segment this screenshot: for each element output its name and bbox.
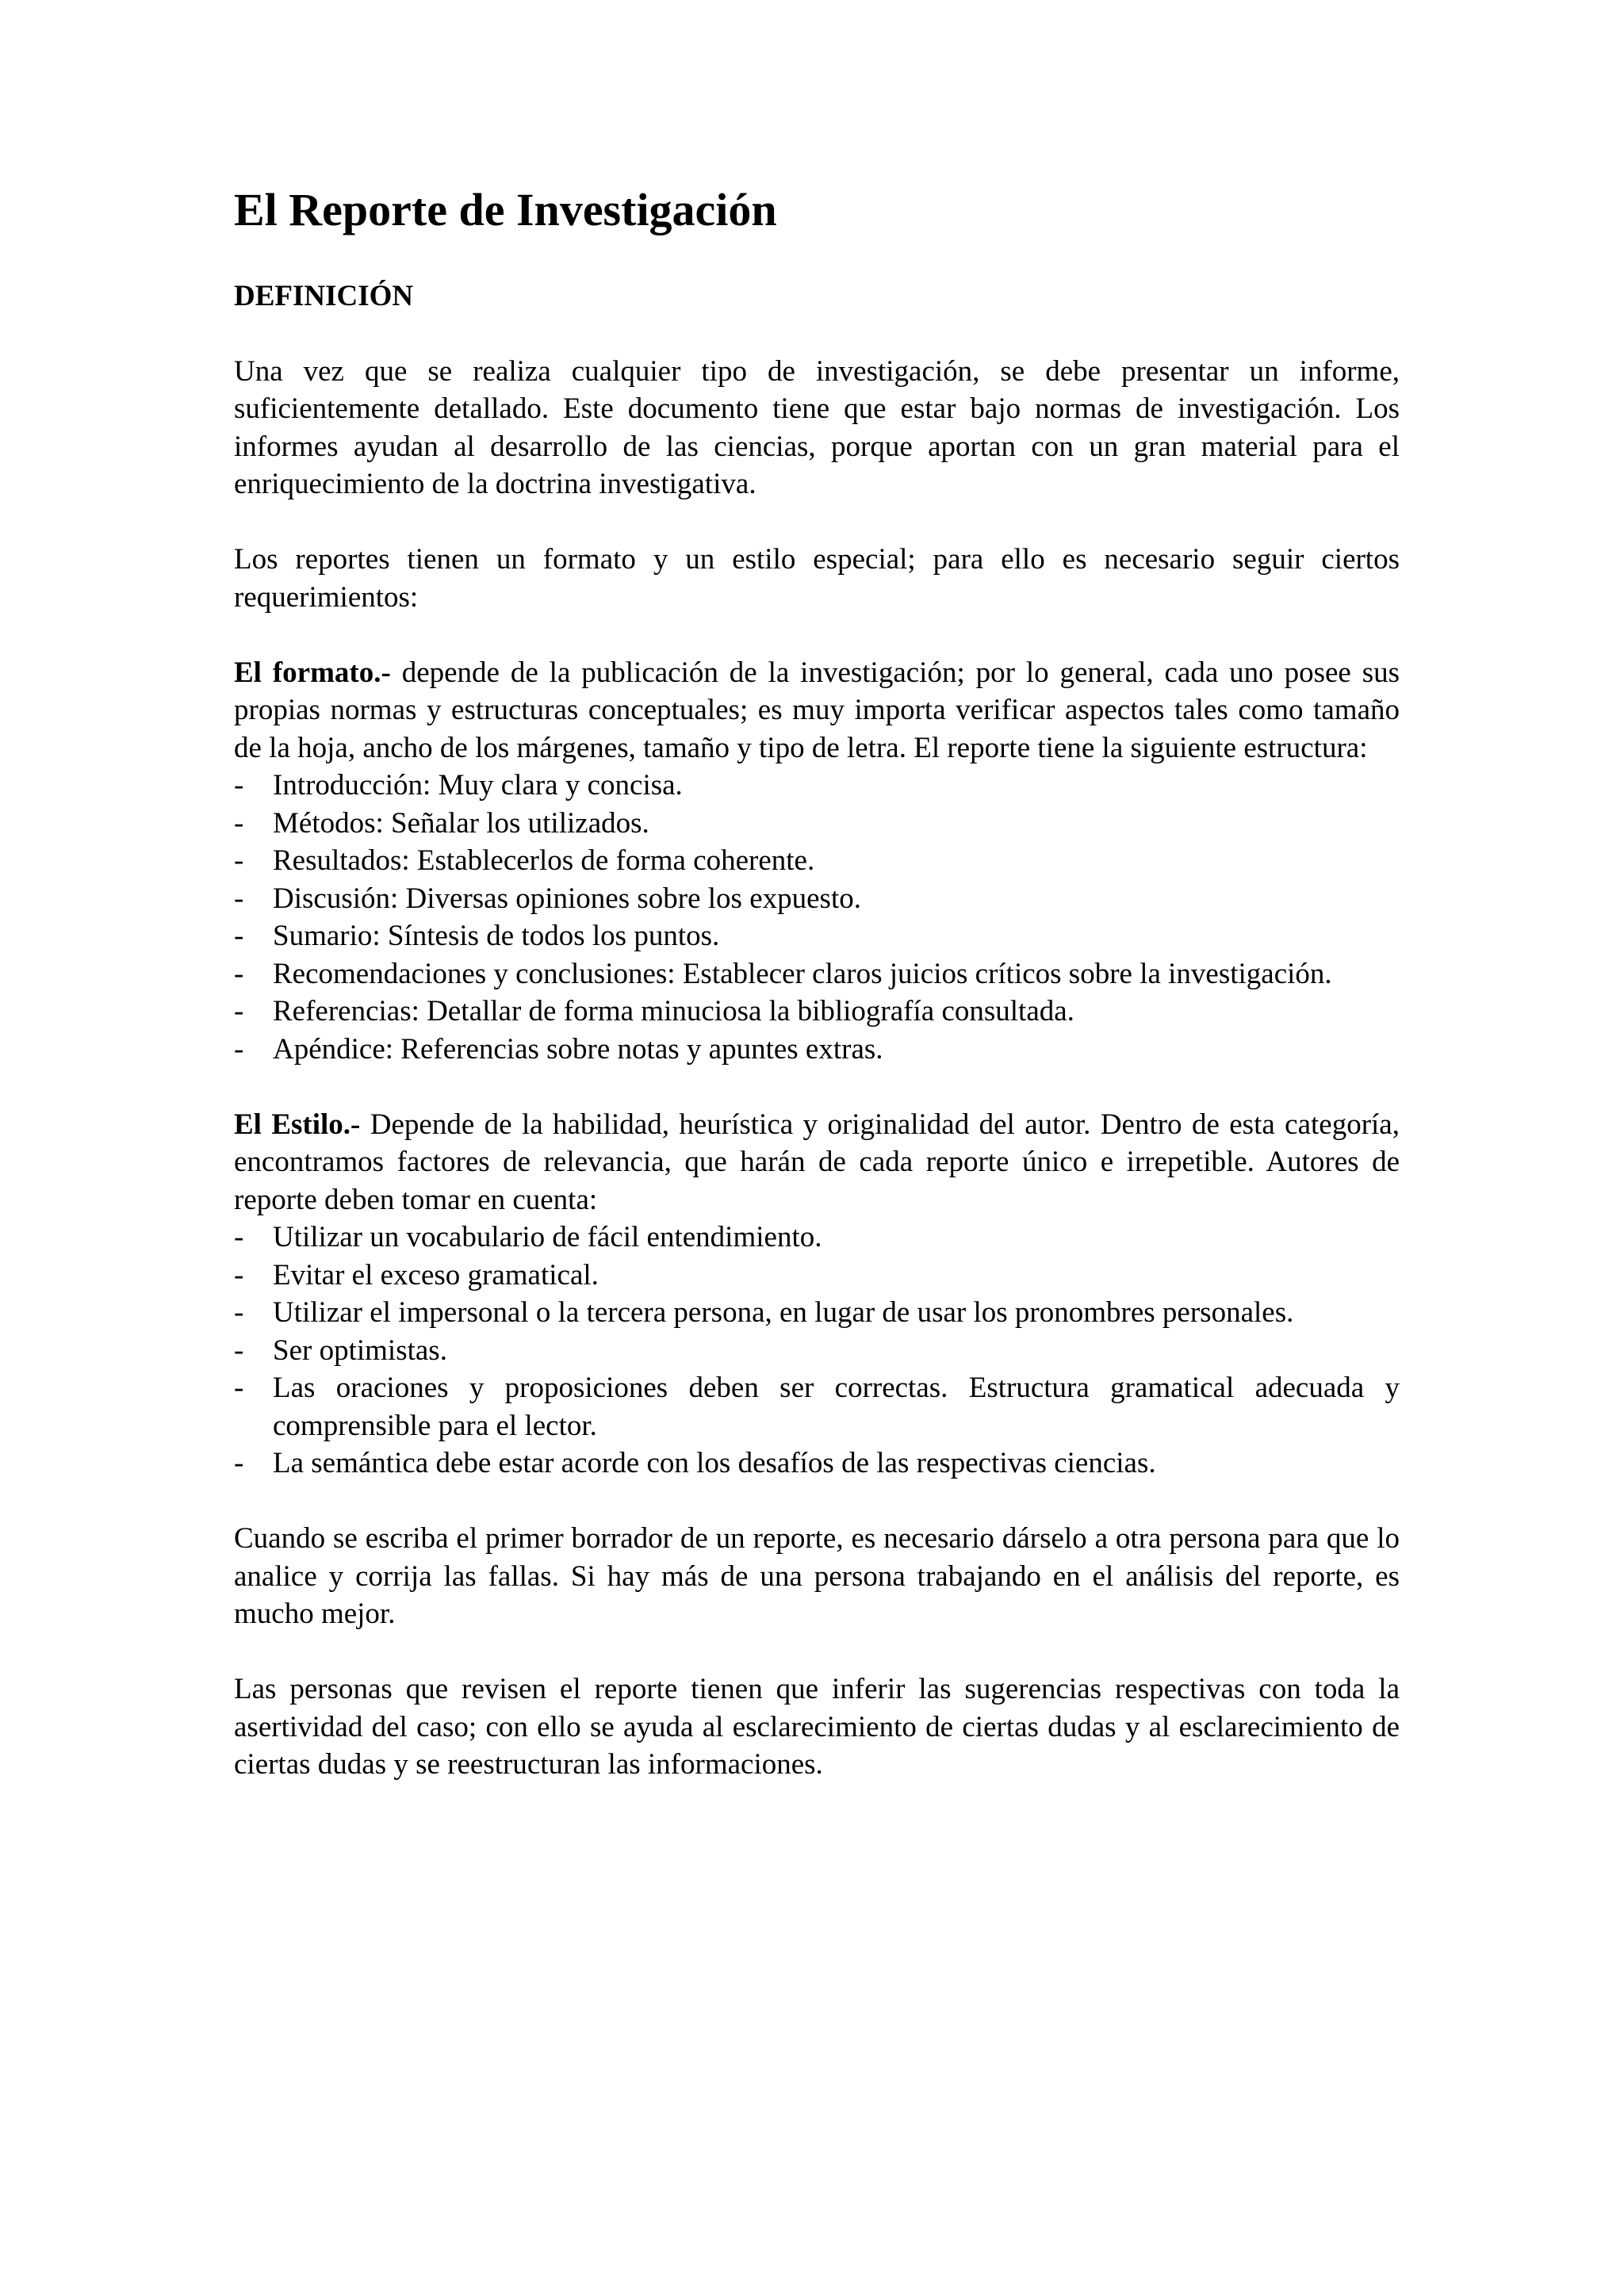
list-marker: - [234, 1032, 244, 1066]
list-item-text: Evitar el exceso gramatical. [273, 1258, 599, 1292]
list-item [234, 880, 1400, 918]
formato-lead: El formato.- [234, 656, 391, 689]
list-item-text: Recomendaciones y conclusiones: Establecer claros juicios críticos sobre la investigación. [273, 957, 1332, 990]
list-marker: - [234, 769, 244, 802]
definition-heading: DEFINICIÓN [234, 279, 414, 312]
estilo-lead: El Estilo.- [234, 1108, 361, 1141]
list-marker: - [234, 1258, 244, 1292]
list-item-text: La semántica debe estar acorde con los desafíos de las respectivas ciencias. [273, 1447, 1156, 1480]
list-marker: - [234, 1221, 244, 1254]
list-marker: - [234, 882, 244, 915]
list-item-text: Apéndice: Referencias sobre notas y apuntes extras. [273, 1032, 883, 1066]
list-item [234, 1219, 1400, 1257]
list-item [234, 955, 1400, 993]
formato-text: depende de la publicación de la investigación; por lo general, cada uno posee sus propias normas y estructuras conceptuales; es muy importa verificar aspectos tales como tamaño de la hoja, ancho de los márgenes, tamaño y tipo de letra. El reporte tiene la siguiente estructura: [234, 656, 1400, 764]
list-item [234, 1332, 1400, 1370]
closing-paragraph-1: Cuando se escriba el primer borrador de un reporte, es necesario dárselo a otra persona para que lo analice y corrija las fallas. Si hay más de una persona trabajando en el análisis del reporte, es mucho mejor. [234, 1522, 1400, 1631]
document-page [234, 182, 1400, 1821]
list-item [234, 1445, 1400, 1483]
list-marker: - [234, 1372, 244, 1405]
list-item-text: Resultados: Establecerlos de forma coherente. [273, 844, 815, 878]
intro-paragraph-2: Los reportes tienen un formato y un estilo especial; para ello es necesario seguir ciertos requerimientos: [234, 543, 1400, 614]
formato-paragraph [234, 654, 1400, 767]
estilo-paragraph [234, 1106, 1400, 1219]
estilo-guidelines-list [234, 1219, 1400, 1483]
list-marker: - [234, 1447, 244, 1480]
list-item-text: Sumario: Síntesis de todos los puntos. [273, 920, 720, 953]
list-item [234, 1369, 1400, 1445]
list-item [234, 1257, 1400, 1295]
list-marker: - [234, 1296, 244, 1330]
list-item [234, 917, 1400, 955]
list-item-text: Introducción: Muy clara y concisa. [273, 769, 683, 802]
list-item-text: Ser optimistas. [273, 1334, 447, 1367]
formato-structure-list [234, 767, 1400, 1068]
list-marker: - [234, 844, 244, 878]
list-item [234, 767, 1400, 805]
list-item [234, 1294, 1400, 1332]
list-marker: - [234, 957, 244, 990]
list-marker: - [234, 1334, 244, 1367]
list-item-text: Utilizar un vocabulario de fácil entendimiento. [273, 1221, 822, 1254]
list-item [234, 805, 1400, 843]
list-item-text: Discusión: Diversas opiniones sobre los expuesto. [273, 882, 861, 915]
list-marker: - [234, 806, 244, 840]
intro-paragraph-1: Una vez que se realiza cualquier tipo de investigación, se debe presentar un informe, suficientemente detallado. Este documento tiene que estar bajo normas de investigación. Los informes ayudan al desarrollo de las ciencias, porque aportan con un gran material para el enriquecimiento de la doctrina investigativa. [234, 354, 1400, 501]
list-item-text: Utilizar el impersonal o la tercera persona, en lugar de usar los pronombres personales. [273, 1296, 1294, 1330]
list-item-text: Referencias: Detallar de forma minuciosa la bibliografía consultada. [273, 995, 1074, 1028]
list-marker: - [234, 920, 244, 953]
list-item [234, 842, 1400, 880]
list-item-text: Las oraciones y proposiciones deben ser correctas. Estructura gramatical adecuada y comprensible para el lector. [273, 1372, 1400, 1442]
list-item [234, 1031, 1400, 1069]
list-item-text: Métodos: Señalar los utilizados. [273, 806, 649, 840]
list-item [234, 993, 1400, 1031]
closing-paragraph-2: Las personas que revisen el reporte tienen que inferir las sugerencias respectivas con toda la asertividad del caso; con ello se ayuda al esclarecimiento de ciertas dudas y al esclarecimiento de ciertas dudas y se reestructuran las informaciones. [234, 1673, 1400, 1781]
estilo-text: Depende de la habilidad, heurística y originalidad del autor. Dentro de esta categoría, encontramos factores de relevancia, que harán de cada reporte único e irrepetible. Autores de reporte deben tomar en cuenta: [234, 1108, 1400, 1216]
page-title: El Reporte de Investigación [234, 184, 777, 235]
list-marker: - [234, 995, 244, 1028]
